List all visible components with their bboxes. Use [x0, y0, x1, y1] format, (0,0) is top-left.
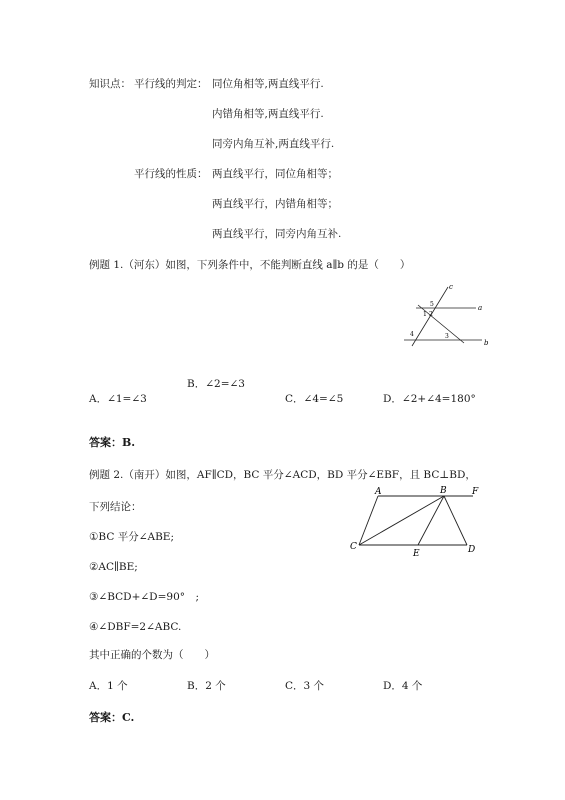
label-C: C [350, 542, 357, 552]
example1-option-b: B．∠2=∠3 [187, 378, 245, 390]
example2-option-d: D．4 个 [383, 680, 423, 692]
conclusion-4: ④∠DBF=2∠ABC. [89, 621, 182, 633]
example1-answer: 答案：B. [89, 436, 136, 449]
example2-lead: 下列结论： [89, 501, 142, 513]
judgement-item-2: 内错角相等,两直线平行. [212, 108, 324, 120]
judgement-title: 平行线的判定： [134, 78, 208, 90]
property-item-3: 两直线平行，同旁内角互补. [212, 228, 342, 240]
angle-4: 4 [410, 331, 414, 338]
label-A: A [375, 487, 382, 497]
conclusion-3: ③∠BCD+∠D=90° ; [89, 591, 200, 603]
judgement-item-3: 同旁内角互补,两直线平行. [212, 138, 335, 150]
example2-ask: 其中正确的个数为（ ） [89, 649, 215, 661]
label-F: F [472, 487, 479, 497]
label-b: b [484, 339, 489, 347]
angle-3: 3 [445, 333, 449, 340]
angle-2: 2 [429, 311, 433, 318]
example2-option-a: A．1 个 [89, 680, 128, 692]
property-item-1: 两直线平行，同位角相等； [212, 168, 338, 180]
example1-figure [398, 281, 498, 351]
label-E: E [413, 549, 420, 559]
example1-question: 例题 1.（河东）如图，下列条件中，不能判断直线 a∥b 的是（ ） [89, 259, 411, 271]
property-item-2: 两直线平行，内错角相等； [212, 198, 338, 210]
label-a: a [478, 304, 483, 312]
segment-BD [444, 496, 467, 545]
label-B: B [440, 486, 447, 496]
label-c: c [449, 283, 453, 291]
example2-figure [345, 483, 495, 565]
segment-AC [359, 496, 378, 545]
example1-option-a: A．∠1=∠3 [89, 393, 147, 405]
example2-option-b: B．2 个 [187, 680, 226, 692]
property-title: 平行线的性质： [134, 168, 208, 180]
conclusion-2: ②AC∥BE; [89, 561, 138, 573]
example1-option-d: D．∠2+∠4=180° [383, 393, 476, 405]
angle-5: 5 [430, 301, 434, 308]
angle-1: 1 [423, 311, 427, 318]
knowledge-label: 知识点： [89, 78, 131, 90]
conclusion-1: ①BC 平分∠ABE; [89, 531, 174, 543]
example2-question: 例题 2.（南开）如图，AF∥CD，BC 平分∠ACD，BD 平分∠EBF，且 BC⊥BD， [89, 469, 476, 481]
example2-option-c: C．3 个 [285, 680, 325, 692]
example2-answer: 答案：C. [89, 711, 135, 724]
example1-option-c: C．∠4=∠5 [285, 393, 344, 405]
judgement-item-1: 同位角相等,两直线平行. [212, 78, 324, 90]
label-D: D [468, 545, 476, 555]
